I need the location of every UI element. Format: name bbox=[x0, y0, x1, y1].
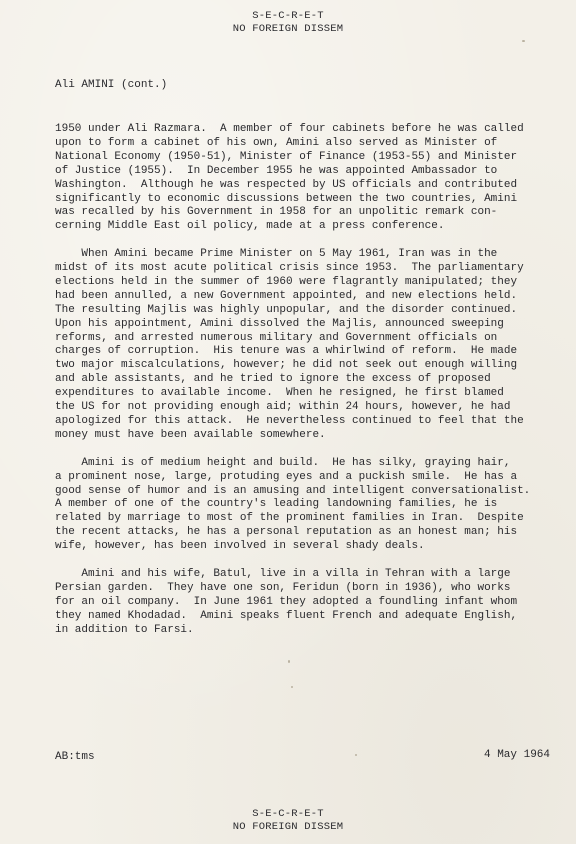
text-line: in addition to Farsi. bbox=[55, 623, 194, 636]
text-line: two major miscalculations, however; he did not seek out enough willing bbox=[55, 359, 518, 372]
text-line: the recent attacks, he has a personal reputation as an honest man; his bbox=[55, 526, 518, 539]
text-line: upon to form a cabinet of his own, Amini also served as Minister of bbox=[55, 136, 498, 149]
text-line: Amini is of medium height and build. He has silky, graying hair, bbox=[55, 456, 511, 469]
text-line: midst of its most acute political crisis since 1953. The parliamentary bbox=[55, 262, 524, 275]
text-line: A member of one of the country's leading landowning families, he is bbox=[55, 498, 498, 511]
classification-marking-bottom: S-E-C-R-E-T bbox=[252, 808, 324, 820]
text-line: elections held in the summer of 1960 were flagrantly manipulated; they bbox=[55, 275, 518, 288]
bottom-classification-block bbox=[0, 808, 576, 833]
text-line: National Economy (1950-51), Minister of Finance (1953-55) and Minister bbox=[55, 150, 518, 163]
text-line: had been annulled, a new Government appointed, and new elections held. bbox=[55, 289, 518, 302]
text-line: When Amini became Prime Minister on 5 May 1961, Iran was in the bbox=[55, 248, 498, 261]
text-line: was recalled by his Government in 1958 for an unpolitic remark con- bbox=[55, 206, 498, 219]
text-line: The resulting Majlis was highly unpopular, and the disorder continued. bbox=[55, 303, 518, 316]
subject-heading: Ali AMINI (cont.) bbox=[55, 79, 168, 91]
dissemination-marking-top: NO FOREIGN DISSEM bbox=[232, 22, 344, 35]
text-line: and able assistants, and he tried to ignore the excess of proposed bbox=[55, 373, 491, 386]
text-line: money must have been available somewhere. bbox=[55, 428, 326, 441]
text-line: good sense of humor and is an amusing and intelligent conversationalist. bbox=[55, 484, 531, 497]
text-line: expenditures to available income. When he resigned, he first blamed bbox=[55, 387, 504, 400]
text-line: for an oil company. In June 1961 they adopted a foundling infant whom bbox=[55, 595, 518, 608]
paragraph-career bbox=[55, 123, 565, 234]
document-date: 4 May 1964 bbox=[484, 749, 551, 761]
typist-initials: AB:tms bbox=[55, 751, 95, 763]
text-line: the US for not providing enough aid; within 24 hours, however, he had bbox=[55, 401, 511, 414]
paragraph-prime-minister bbox=[55, 248, 565, 443]
text-line: of Justice (1955). In December 1955 he was appointed Ambassador to bbox=[55, 164, 498, 177]
text-line: they named Khodadad. Amini speaks fluent French and adequate English, bbox=[55, 609, 518, 622]
text-line: Upon his appointment, Amini dissolved the Majlis, announced sweeping bbox=[55, 317, 504, 330]
paper-speck bbox=[291, 686, 293, 688]
text-line: Amini and his wife, Batul, live in a villa in Tehran with a large bbox=[55, 567, 511, 580]
document-body bbox=[55, 123, 565, 651]
top-classification-block bbox=[0, 10, 576, 35]
text-line: reforms, and arrested numerous military and Government officials on bbox=[55, 331, 498, 344]
paragraph-family bbox=[55, 568, 565, 638]
paragraph-description bbox=[55, 457, 565, 554]
text-line: a prominent nose, large, protuding eyes and a puckish smile. He has a bbox=[55, 470, 518, 483]
text-line: apologized for this attack. He nevertheless continued to feel that the bbox=[55, 415, 524, 428]
text-line: Persian garden. They have one son, Feridun (born in 1936), who works bbox=[55, 581, 511, 594]
text-line: charges of corruption. His tenure was a whirlwind of reform. He made bbox=[55, 345, 518, 358]
text-line: wife, however, has been involved in several shady deals. bbox=[55, 540, 425, 553]
text-line: cerning Middle East oil policy, made at a press conference. bbox=[55, 220, 445, 233]
dissemination-marking-bottom: NO FOREIGN DISSEM bbox=[232, 820, 344, 833]
classification-marking-top: S-E-C-R-E-T bbox=[252, 10, 324, 22]
text-line: significantly to economic discussions between the two countries, Amini bbox=[55, 192, 518, 205]
paper-speck bbox=[288, 660, 290, 663]
text-line: related by marriage to most of the prominent families in Iran. Despite bbox=[55, 512, 524, 525]
paper-speck bbox=[355, 754, 357, 756]
text-line: Washington. Although he was respected by US officials and contributed bbox=[55, 178, 518, 191]
text-line: 1950 under Ali Razmara. A member of four cabinets before he was called bbox=[55, 123, 524, 135]
paper-speck bbox=[522, 40, 525, 42]
